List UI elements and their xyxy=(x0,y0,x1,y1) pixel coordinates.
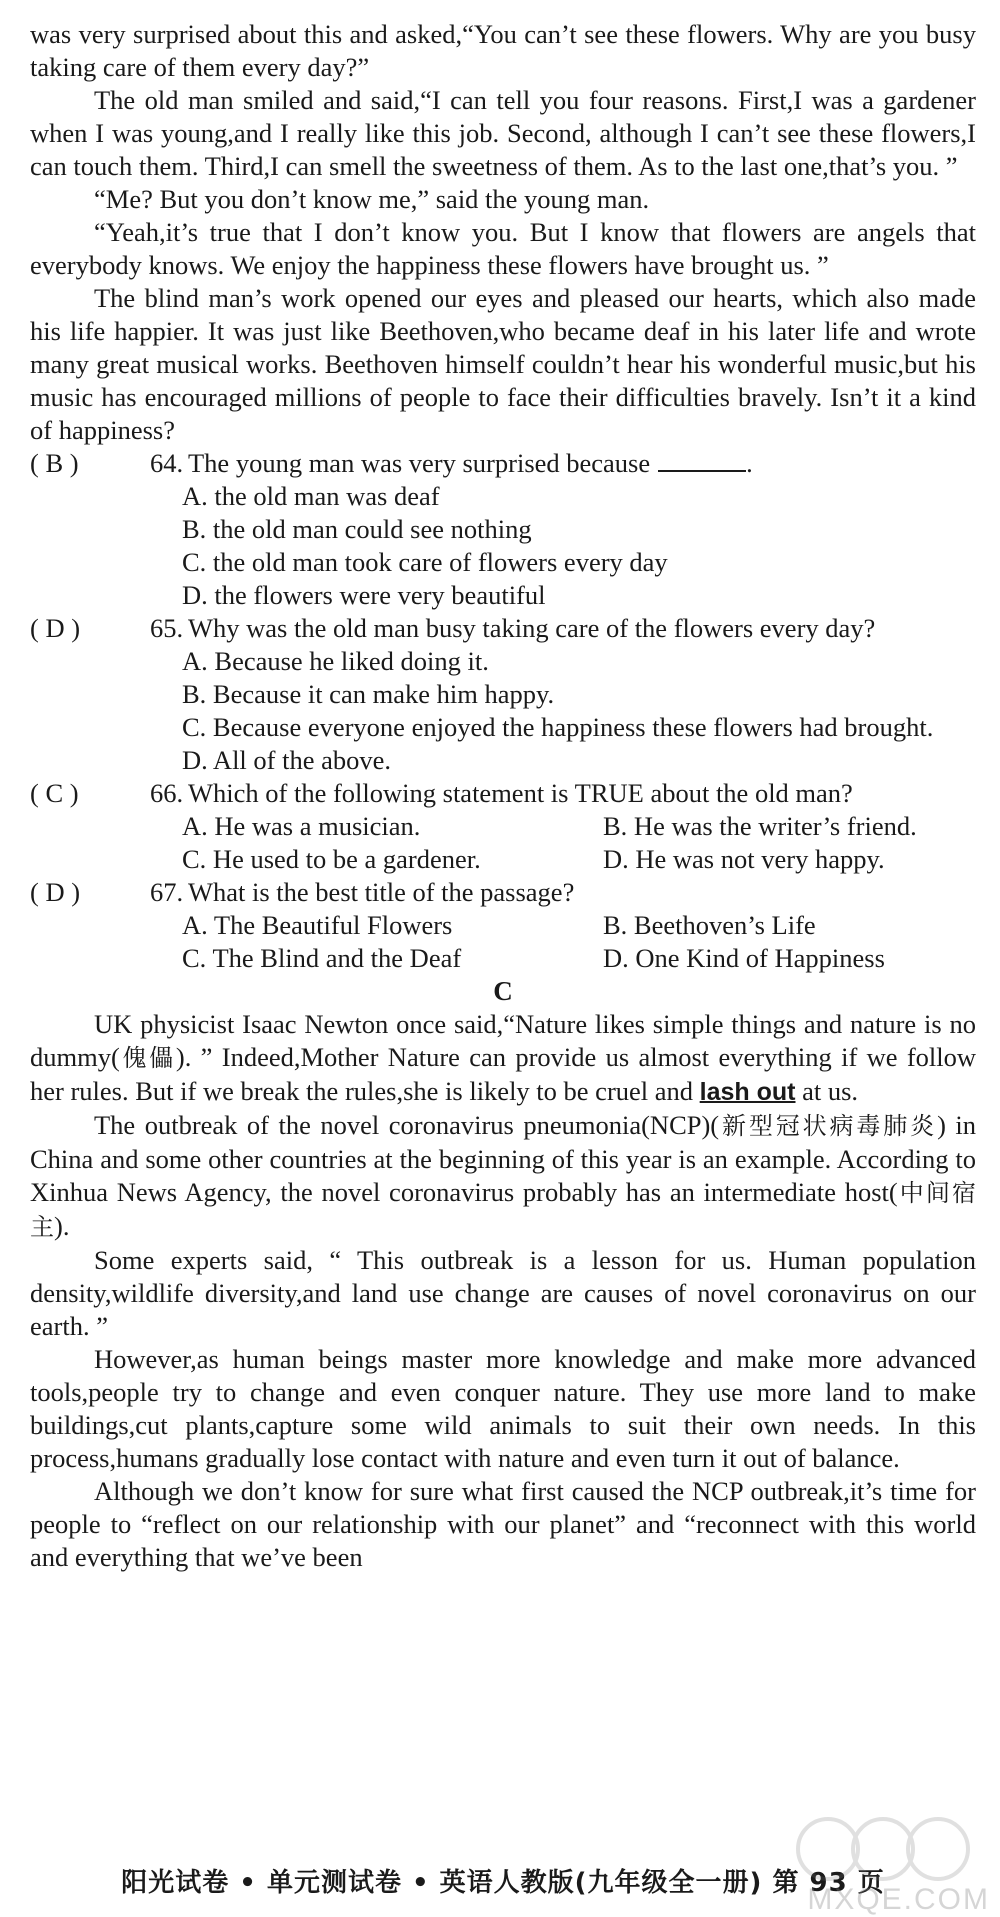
answer-blank-64 xyxy=(658,448,746,472)
page-footer: 阳光试卷 • 单元测试卷 • 英语人教版(九年级全一册) 第 93 页 xyxy=(121,1868,885,1898)
option-67-b: B. Beethoven’s Life xyxy=(603,910,816,940)
answer-mark-64: ( B ) xyxy=(30,448,79,478)
option-65-b xyxy=(30,678,976,711)
option-64-b-text: B. the old man could see nothing xyxy=(182,514,532,544)
options-67-row-2 xyxy=(30,942,976,975)
passage-c-paragraph-2 xyxy=(30,1109,976,1244)
option-66-a: A. He was a musician. xyxy=(182,811,421,841)
option-64-a xyxy=(30,480,976,513)
question-65 xyxy=(30,612,976,645)
option-66-c: C. He used to be a gardener. xyxy=(182,844,481,874)
question-number-64: 64. xyxy=(150,448,184,478)
passage-c-p2-part-a: The outbreak of the novel coronavirus pneumonia(NCP)( xyxy=(94,1110,720,1140)
passage-b-paragraph-5: The blind man’s work opened our eyes and pleased our hearts, which also made his life happier. It was just like Beethoven,who became deaf in his later life and wrote many great musical works. Beethoven himself couldn’t hear his wonderful music,but his music has encouraged millions of people to face their difficulties bravely. Isn’t it a kind of happiness? xyxy=(30,283,976,445)
passage-c-paragraph-3: Some experts said, “ This outbreak is a lesson for us. Human population density,wildlife diversity,and land use change are causes of novel coronavirus on our earth. ” xyxy=(30,1245,976,1341)
question-number-66: 66. xyxy=(150,778,184,808)
passage-b-continued xyxy=(30,18,976,1574)
options-67-row-1 xyxy=(30,909,976,942)
question-number-65: 65. xyxy=(150,613,184,643)
option-65-a-text: A. Because he liked doing it. xyxy=(182,646,489,676)
section-letter-c: C xyxy=(493,976,513,1006)
passage-c-paragraph-1 xyxy=(30,1008,976,1109)
question-66 xyxy=(30,777,976,810)
passage-c-p1-part-c: at us. xyxy=(802,1076,859,1106)
passage-c-p1-part-a: UK physicist Isaac Newton once said,“Nature likes simple things and nature is no dummy( xyxy=(30,1009,976,1072)
passage-c-p1-part-b: ). ” Indeed,Mother Nature can provide us almost everything if we follow her rules. But if we break the rules,she is likely to be cruel and xyxy=(30,1042,977,1106)
options-66-row-2 xyxy=(30,843,976,876)
passage-b-paragraph-2: The old man smiled and said,“I can tell you four reasons. First,I was a gardener when I was young,and I really like this job. Second, although I can’t see these flowers,I can touch them. Third,I can smell the sweetness of them. As to the last one,that’s you. ” xyxy=(30,85,976,181)
option-67-c: C. The Blind and the Deaf xyxy=(182,943,462,973)
question-64 xyxy=(30,447,976,480)
passage-c-paragraph-5: Although we don’t know for sure what first caused the NCP outbreak,it’s time for people to “reflect on our relationship with our planet” and “reconnect with this world and everything that we’ve been xyxy=(30,1476,976,1572)
option-64-b xyxy=(30,513,976,546)
passage-b-paragraph-3: “Me? But you don’t know me,” said the young man. xyxy=(94,184,650,214)
passage-c-p2-cjk-1: 新型冠状病毒肺炎 xyxy=(719,1112,938,1140)
highlighted-phrase-lash-out: lash out xyxy=(699,1078,796,1106)
question-stem-66: Which of the following statement is TRUE about the old man? xyxy=(188,778,853,808)
option-65-d-text: D. All of the above. xyxy=(182,745,392,775)
option-64-c xyxy=(30,546,976,579)
watermark-text: MXQE.COM xyxy=(807,1883,990,1916)
question-stem-64 xyxy=(150,447,976,480)
answer-mark-66: ( C ) xyxy=(30,778,79,808)
option-65-c-text: C. Because everyone enjoyed the happiness these flowers had brought. xyxy=(182,712,934,742)
answer-mark-65: ( D ) xyxy=(30,613,81,643)
question-67 xyxy=(30,876,976,909)
passage-c-p1-cjk: 傀儡 xyxy=(119,1044,176,1072)
option-67-a: A. The Beautiful Flowers xyxy=(182,910,453,940)
passage-c-p2-part-b: ) in China and some other countries at the beginning of this year is an example. According to Xinhua News Agency, the novel coronavirus probably has an intermediate host( xyxy=(30,1110,977,1207)
passage-c-paragraph-4: However,as human beings master more knowledge and make more advanced tools,people try to change and even conquer nature. They use more land to make buildings,cut plants,capture some wild animals to suit their own needs. In this process,humans gradually lose contact with nature and even turn it out of balance. xyxy=(30,1344,976,1473)
question-stem-64-text: The young man was very surprised because xyxy=(188,448,651,478)
option-64-d xyxy=(30,579,976,612)
option-66-d: D. He was not very happy. xyxy=(603,844,885,874)
answer-mark-67: ( D ) xyxy=(30,877,81,907)
question-stem-65: Why was the old man busy taking care of the flowers every day? xyxy=(188,613,876,643)
passage-c-p2-cjk-2: 中间宿主 xyxy=(30,1179,976,1241)
passage-b-paragraph-1: was very surprised about this and asked,“You can’t see these flowers. Why are you busy taking care of them every day?” xyxy=(30,19,976,82)
passage-b-paragraph-4: “Yeah,it’s true that I don’t know you. But I know that flowers are angels that everybody knows. We enjoy the happiness these flowers have brought us. ” xyxy=(30,217,976,280)
passage-c-p2-part-c: ). xyxy=(54,1211,70,1241)
option-65-c xyxy=(30,711,976,744)
question-number-67: 67. xyxy=(150,877,184,907)
option-67-d: D. One Kind of Happiness xyxy=(603,943,885,973)
option-65-a xyxy=(30,645,976,678)
options-66-row-1 xyxy=(30,810,976,843)
option-64-c-text: C. the old man took care of flowers every day xyxy=(182,547,668,577)
option-64-d-text: D. the flowers were very beautiful xyxy=(182,580,546,610)
question-stem-64-end: . xyxy=(746,448,753,478)
option-65-b-text: B. Because it can make him happy. xyxy=(182,679,555,709)
option-64-a-text: A. the old man was deaf xyxy=(182,481,440,511)
option-65-d xyxy=(30,744,976,777)
option-66-b: B. He was the writer’s friend. xyxy=(603,811,917,841)
question-stem-67: What is the best title of the passage? xyxy=(188,877,575,907)
